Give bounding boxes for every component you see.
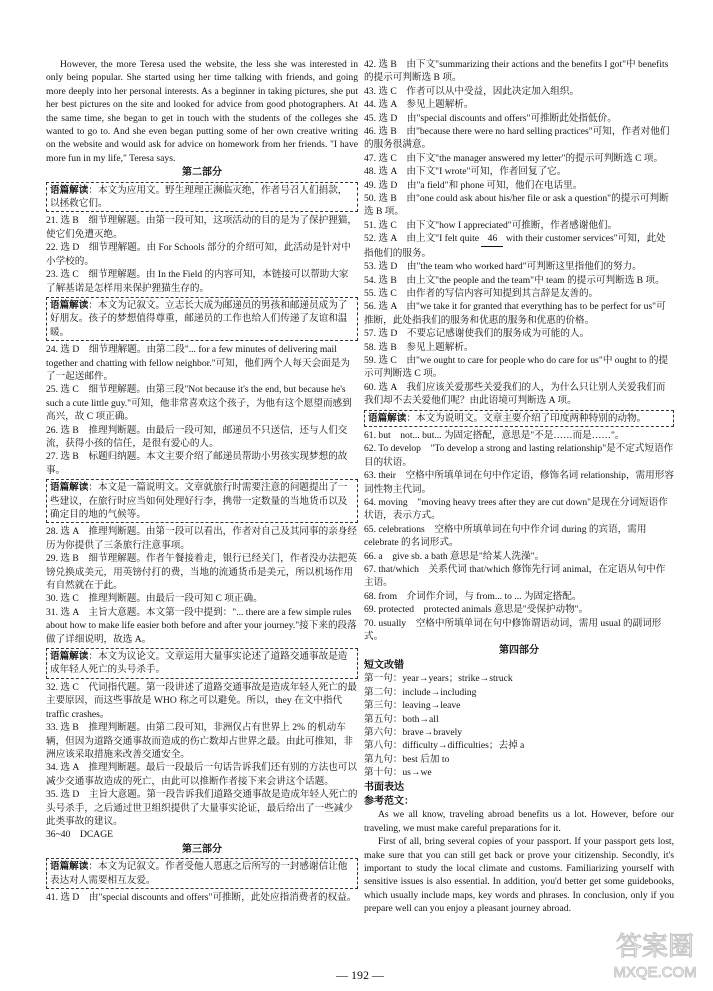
left-column (46, 58, 358, 904)
discourse-note-box: 语篇解读：本文为记叙文。立志长大成为邮递员的男孩和邮递员成为了好朋友。孩子的梦想值得尊重，邮递员的工作也给人们传递了友谊和温暖。 (46, 297, 358, 341)
answer-item: 61. but not... but... 为固定搭配，意思是"不是……而是……"。 (364, 429, 625, 441)
answer-item: 35. 选 D 主旨大意题。第一段告诉我们道路交通事故是造成年轻人死亡的头号杀手，之后通过世卫组织提供了大量事实论证，最后给出了一些减少此类事故的建议。 (46, 789, 358, 827)
essay-paragraph: As we all know, traveling abroad benefits us a lot. However, before our traveling, we must make careful preparations for it. (364, 809, 674, 834)
answer-item: 27. 选 B 标题归纳题。本文主要介绍了邮递员帮助小男孩实现梦想的故事。 (46, 451, 348, 476)
answer-item: 47. 选 C 由下文"the manager answered my letter"的提示可判断选 C 项。 (364, 152, 664, 164)
answer-item: 54. 选 B 由上文"the people and the team"中 team 的提示可判断选 B 项。 (364, 274, 665, 286)
correction-line: 第五句：both→all (364, 713, 439, 725)
correction-line: 第八句：difficulty→difficulties；去掉 a (364, 740, 525, 752)
answer-item: 63. their 空格中所填单词在句中作定语，修饰名词 relationship，需用形容词性物主代词。 (364, 470, 674, 495)
discourse-note-box: 语篇解读：本文是一篇说明文。文章就旅行时需要注意的问题提出了一些建议，在旅行时应当如何处理好行李，携带一定数量的当地货币以及确定目的地的气候等。 (46, 479, 358, 523)
correction-heading: 短文改错 (364, 659, 404, 671)
answer-item: 41. 选 D 由"special discounts and offers"可推断，此处应指消费者的权益。 (46, 891, 357, 903)
answer-item: 56. 选 A 由"we take it for granted that everything has to be perfect for us"可推断，此处指我们的服务和优惠的服务和优惠的价格。 (364, 301, 666, 326)
right-column (364, 58, 674, 916)
writing-heading: 书面表达 (364, 781, 404, 793)
answer-item: 53. 选 D 由"the team who worked hard"可判断这里指他们的努力。 (364, 261, 642, 273)
answer-item: 48. 选 A 由下文"I wrote"可知，作者回复了它。 (364, 166, 567, 178)
discourse-note-box: 语篇解读：本文为记叙文。作者受他人恩惠之后所写的一封感谢信让他表达对人需要相互友爱。 (46, 858, 358, 889)
answer-item: 36~40 DCAGE (46, 829, 114, 841)
watermark-line1: 答案圈 (615, 931, 695, 961)
passage-paragraph: However, the more Teresa used the website, the less she was interested in only being popular. She started using her time talking with friends, and going more deeply into her personal interests. As a beginner in taking pictures, she put her best pictures on the site and looked for advice from good photographers. At the same time, she began to get in touch with the students of the colleges she wanted to go to. And she even began putting some of her own creative writing on the website and would ask for advice on homework from her friends. "I have more fun in my life," Teresa says. (46, 59, 358, 164)
answer-item: 45. 选 D 由"special discounts and offers"可推断此处指低价。 (364, 112, 617, 124)
answer-item: 66. a give sb. a bath 意思是"给某人洗澡"。 (364, 550, 545, 562)
answer-item: 59. 选 C 由"we ought to care for people who do care for us"中 ought to 的提示可判断选 C 项。 (364, 354, 669, 380)
item-52-post: with their customer services"可知，此处指他们的服务。 (364, 233, 666, 259)
answer-item: 55. 选 C 由作者的写信内容可知提到其言辞是友善的。 (364, 287, 599, 299)
correction-line: 第六句：brave→bravely (364, 726, 463, 738)
note-label: 语篇解读 (50, 651, 89, 663)
underlined-blank: 46 (481, 232, 503, 246)
answer-item: 50. 选 B 由"one could ask about his/her file or ask a question"的提示可判断选 B 项。 (364, 193, 669, 218)
watermark-line2: MXQE.COM (613, 964, 697, 981)
sample-heading: 参考范文： (364, 795, 414, 807)
answer-item: 34. 选 A 推理判断题。最后一段最后一句话告诉我们还有别的方法也可以减少交通事故造成的死亡，由此可以推断作者接下来会讲这个话题。 (46, 762, 357, 787)
answer-item: 21. 选 B 细节理解题。由第一段可知，这项活动的目的是为了保护狸猫，使它们免遭灭绝。 (46, 215, 357, 240)
answer-item: 43. 选 C 作者可以从中受益，因此决定加入组织。 (364, 85, 580, 97)
answer-item: 70. usually 空格中所填单词在句中修饰谓语动词，需用 usual 的副词形式。 (364, 617, 662, 643)
correction-line: 第二句：include→including (364, 686, 477, 698)
answer-item: 23. 选 C 细节理解题。由 In the Field 的内容可知，本链接可以帮助大家了解基诺是怎样用来保护狸猫生存的。 (46, 269, 349, 294)
note-label: 语篇解读 (50, 482, 89, 494)
answer-item: 62. To develop "To develop a strong and lasting relationship"是不定式短语作目的状语。 (364, 443, 674, 468)
answer-item-52 (364, 232, 674, 260)
page-number: — 192 — (336, 968, 384, 982)
answer-item: 25. 选 C 细节理解题。由第三段"Not because it's the end, but because he's such a cute little guy."可知，他非常喜欢这个孩子，为他有这个愿望而感到高兴，故 C 项正确。 (46, 384, 352, 423)
answer-item: 24. 选 D 细节理解题。由第二段"... for a few minutes of delivering mail together and chatting with fellow neighbor."可知，他们两个人每天会面是为了一起送邮件。 (46, 344, 350, 382)
correction-line: 第九句：best 后加 to (364, 753, 450, 765)
note-text: 本文为说明文。文章主要介绍了印度两种特别的动物。 (415, 412, 647, 424)
discourse-note-box: 语篇解读：本文为议论文。文章运用大量事实论述了道路交通事故是造成年轻人死亡的头号杀手。 (46, 648, 358, 679)
answer-item: 69. protected protected animals 意思是"受保护动物"。 (364, 604, 589, 616)
answer-item: 67. that/which 关系代词 that/which 修饰先行词 animal，在定语从句中作主语。 (364, 564, 666, 589)
answer-item: 42. 选 B 由下文"summarizing their actions and the benefits I got"中 benefits 的提示可判断选 B 项。 (364, 59, 669, 84)
note-text: 本文为应用文。野生理理正濒临灭绝，作者号召人们捐款，以拯救它们。 (50, 184, 348, 210)
answer-item: 51. 选 C 由下文"how I appreciated"可推断，作者感谢他们。 (364, 219, 618, 231)
section-heading-4: 第四部分 (499, 645, 539, 657)
answer-item: 29. 选 B 细节理解题。作者午餐接着走，银行已经关门，作者没办法把英镑兑换成美元，用英镑付打的费，当地的流通货币是美元，所以机场作用有自然就在于此。 (46, 553, 357, 592)
discourse-note-box: 语篇解读：本文为说明文。文章主要介绍了印度两种特别的动物。 (364, 410, 674, 427)
note-text: 本文是一篇说明文。文章就旅行时需要注意的问题提出了一些建议，在旅行时应当如何处理好行李，携带一定数量的当地货币以及确定目的地的气候等。 (50, 482, 348, 520)
answer-item: 30. 选 C 推理判断题。由最后一段可知 C 项正确。 (46, 593, 263, 605)
answer-item: 31. 选 A 主旨大意题。本文第一段中提到："... there are a few simple rules about how to make life easier both before and after your journey."接下来的段落做了详细说明，故选 A。 (46, 606, 357, 645)
note-label: 语篇解读 (50, 861, 89, 873)
answer-item: 26. 选 B 推理判断题。由最后一段可知，邮递员不只送信，还与人们交流，获得小孩的信任，是很有爱心的人。 (46, 424, 348, 449)
note-text: 本文为记叙文。立志长大成为邮递员的男孩和邮递员成为了好朋友。孩子的梦想值得尊重，邮递员的工作也给人们传递了友谊和温暖。 (50, 299, 348, 338)
answer-item: 58. 选 B 参见上题解析。 (364, 341, 474, 353)
answer-item: 68. from 介词作介词，与 from... to ... 为固定搭配。 (364, 590, 582, 602)
answer-item: 44. 选 A 参见上题解析。 (364, 99, 474, 111)
note-label: 语篇解读 (368, 412, 407, 424)
answer-item: 57. 选 D 不要忘记感谢使我们的服务成为可能的人。 (364, 328, 590, 340)
answer-item: 22. 选 D 细节理解题。由 For Schools 部分的介绍可知，此活动是针对中小学校的。 (46, 242, 351, 267)
section-heading-2: 第二部分 (182, 167, 222, 179)
note-text: 本文为议论文。文章运用大量事实论述了道路交通事故是造成年轻人死亡的头号杀手。 (50, 651, 348, 676)
correction-line: 第十句：us→we (364, 767, 432, 779)
answer-item: 60. 选 A 我们应该关爱那些关爱我们的人，为什么只让别人关爱我们而我们却不去关爱他们呢？由此语境可判断选 A 项。 (364, 381, 666, 407)
note-label: 语篇解读 (50, 184, 89, 196)
section-heading-3: 第三部分 (182, 843, 222, 855)
answer-item: 65. celebrations 空格中所填单词在句中作介词 during 的宾语，需用 celebrate 的名词形式。 (364, 523, 647, 549)
answer-item: 33. 选 B 推理判断题。由第二段可知，非洲仅占有世界上 2% 的机动车辆，但因为道路交通事故而造成的伤亡数却占世界之最。由此可推知，非洲应该采取措施来改善交通安全。 (46, 722, 353, 760)
answer-item: 28. 选 A 推理判断题。由第一段可以看出，作者对自己及其同事的亲身经历为你提供了三条旅行注意事项。 (46, 526, 357, 551)
correction-line: 第一句：year→years；strike→struck (364, 673, 513, 685)
answer-item: 64. moving "moving heavy trees after they are cut down"是现在分词短语作状语，表示方式。 (364, 497, 668, 522)
discourse-note-box: 语篇解读：本文为应用文。野生理理正濒临灭绝，作者号召人们捐款，以拯救它们。 (46, 182, 358, 213)
answer-item: 46. 选 B 由"because there were no hard selling practices"可知，作者对他们的服务很满意。 (364, 126, 670, 151)
note-label: 语篇解读 (50, 299, 89, 311)
item-52-pre: 52. 选 A 由上文"I felt quite (364, 233, 480, 245)
answer-item: 49. 选 D 由"a field"和 phone 可知，他们在电话里。 (364, 179, 583, 191)
correction-line: 第三句：leaving→leave (364, 700, 461, 712)
watermark-logo (600, 915, 710, 985)
answer-item: 32. 选 C 代词指代题。第一段讲述了道路交通事故是造成年轻人死亡的最主要原因，而这些事故是 WHO 称之可以避免。所以，they 在文中指代 traffic crashes。 (46, 681, 357, 720)
essay-paragraph: First of all, bring several copies of your passport. If your passport gets lost, make sure that you can still get back or prove your citizenship. Secondly, it's important to study the local climate and customs. Familiarizing yourself with sensitive issues is also essential. In addition, you'd better get some guidebooks, which usually include maps, key words and phrases. In conclusion, only if you prepare well can you enjoy a pleasant journey abroad. (364, 836, 674, 915)
note-text: 本文为记叙文。作者受他人恩惠之后所写的一封感谢信让他表达对人需要相互友爱。 (50, 861, 348, 886)
